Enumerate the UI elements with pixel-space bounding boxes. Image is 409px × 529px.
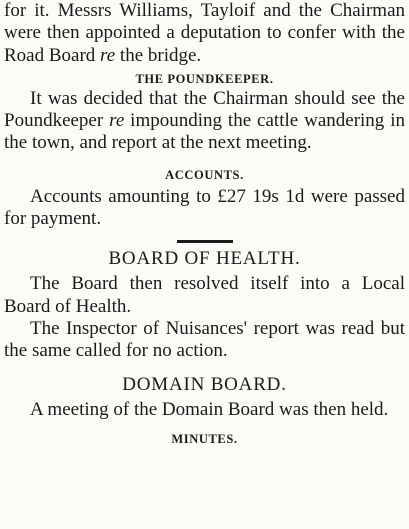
- deputation-re: re: [100, 44, 116, 66]
- paragraph-accounts: Accounts amounting to £27 19s 1d were passed for payment.: [4, 185, 405, 230]
- heading-board-of-health: BOARD OF HEALTH.: [108, 248, 301, 270]
- paragraph-poundkeeper: [0, 88, 409, 155]
- paragraph-local-board: The Board then resolved itself into a Local Board of Health.: [4, 273, 405, 317]
- poundkeeper-lead: It was decided that the Chairman should see the Poundkeeper: [4, 87, 405, 132]
- deputation-text: for it. Messrs Williams, Tayloif and the Chairman were then appointed a deputation to confer with the Road Board: [4, 0, 405, 66]
- heading-accounts: ACCOUNTS.: [165, 167, 244, 182]
- heading-poundkeeper: THE POUNDKEEPER.: [135, 71, 274, 86]
- paragraph-deputation: [0, 0, 409, 67]
- paragraph-inspector: The Inspector of Nuisances' report was read but the same called for no action.: [4, 317, 405, 362]
- section-divider: [177, 240, 233, 243]
- deputation-tail: the bridge.: [119, 44, 202, 66]
- poundkeeper-re: re: [109, 110, 125, 132]
- poundkeeper-tail: impounding the cattle wandering in the town, and report at the next meeting.: [4, 110, 406, 154]
- heading-minutes: MINUTES.: [171, 431, 238, 446]
- paragraph-domain-meeting: A meeting of the Domain Board was then held.: [30, 398, 389, 420]
- heading-domain-board: DOMAIN BOARD.: [122, 373, 287, 395]
